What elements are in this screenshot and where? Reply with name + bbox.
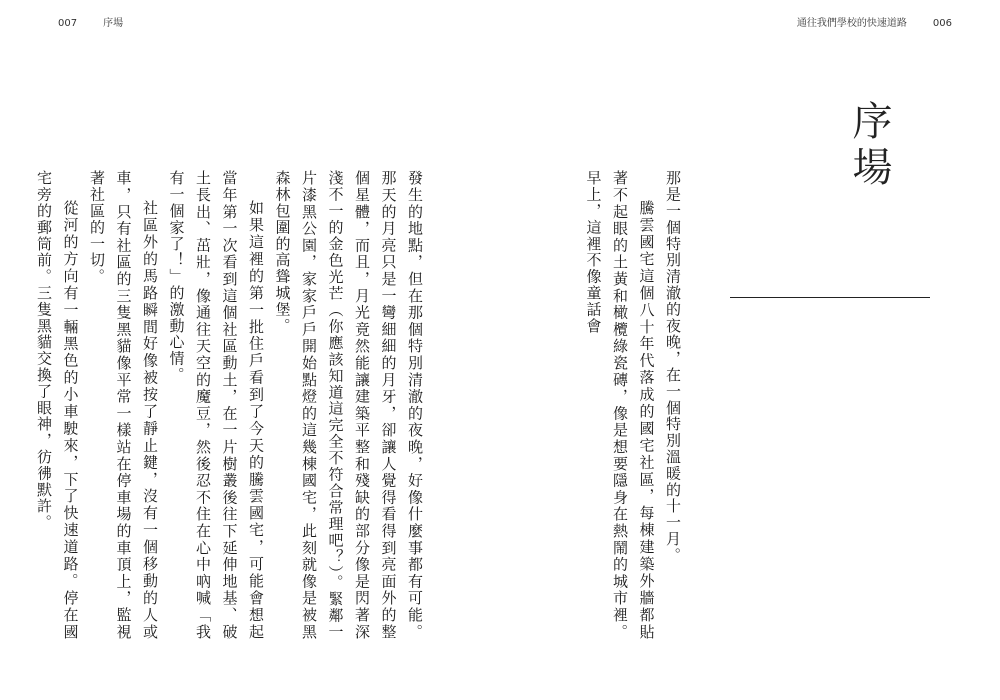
paragraph: 社區外的馬路瞬間好像被按了靜止鍵，沒有一個移動的人或車，只有社區的三隻黑貓像平常一樣站在停車場的車頂上，監視著社區的一切。	[88, 170, 159, 640]
paragraph: 發生的地點，但在那個特別清澈的夜晚，好像什麼事都有可能。那天的月亮只是一彎細細的月牙，卻讓人覺得看得到亮面外的整個星體，而且，月光竟然能讓建築平整和殘缺的部分像是閃著深淺不一的金色光芒（你應該知道這完全不符合常理吧？）。緊鄰一片漆黑公園，家家戶戶開始點燈的這幾棟國宅，此刻就像是被黑森林包圍的高聳城堡。	[273, 170, 424, 640]
left-page-number: 007	[58, 18, 78, 29]
right-page-body	[586, 170, 686, 640]
right-page-number: 006	[932, 18, 952, 29]
paragraph: 騰雲國宅這個八十年代落成的國宅社區，每棟建築外牆都貼著不起眼的土黃和橄欖綠瓷磚，像是想要隱身在熱鬧的城市裡。早上，這裡不像童話會	[584, 170, 656, 640]
left-page-body	[35, 170, 428, 640]
right-page-header	[797, 14, 952, 29]
paragraph: 如果這裡的第一批住戶看到了今天的騰雲國宅，可能會想起當年第一次看到這個社區動土，在一片樹叢後往下延伸地基、破土長出、茁壯，像通往天空的魔豆，然後忍不住在心中吶喊「我有一個家了！」的激動心情。	[167, 170, 265, 640]
chapter-title: 序場	[846, 100, 892, 192]
right-running-title: 通往我們學校的快速道路	[796, 18, 907, 29]
left-page-header	[58, 14, 123, 29]
paragraph: 那是一個特別清澈的夜晚，在一個特別溫暖的十一月。	[664, 170, 682, 564]
title-divider	[730, 297, 930, 298]
left-running-title: 序場	[103, 18, 124, 29]
paragraph: 從河的方向有一輛黑色的小車駛來，下了快速道路。停在國宅旁的郵筒前。三隻黑貓交換了眼神，彷彿默許。	[35, 170, 80, 640]
